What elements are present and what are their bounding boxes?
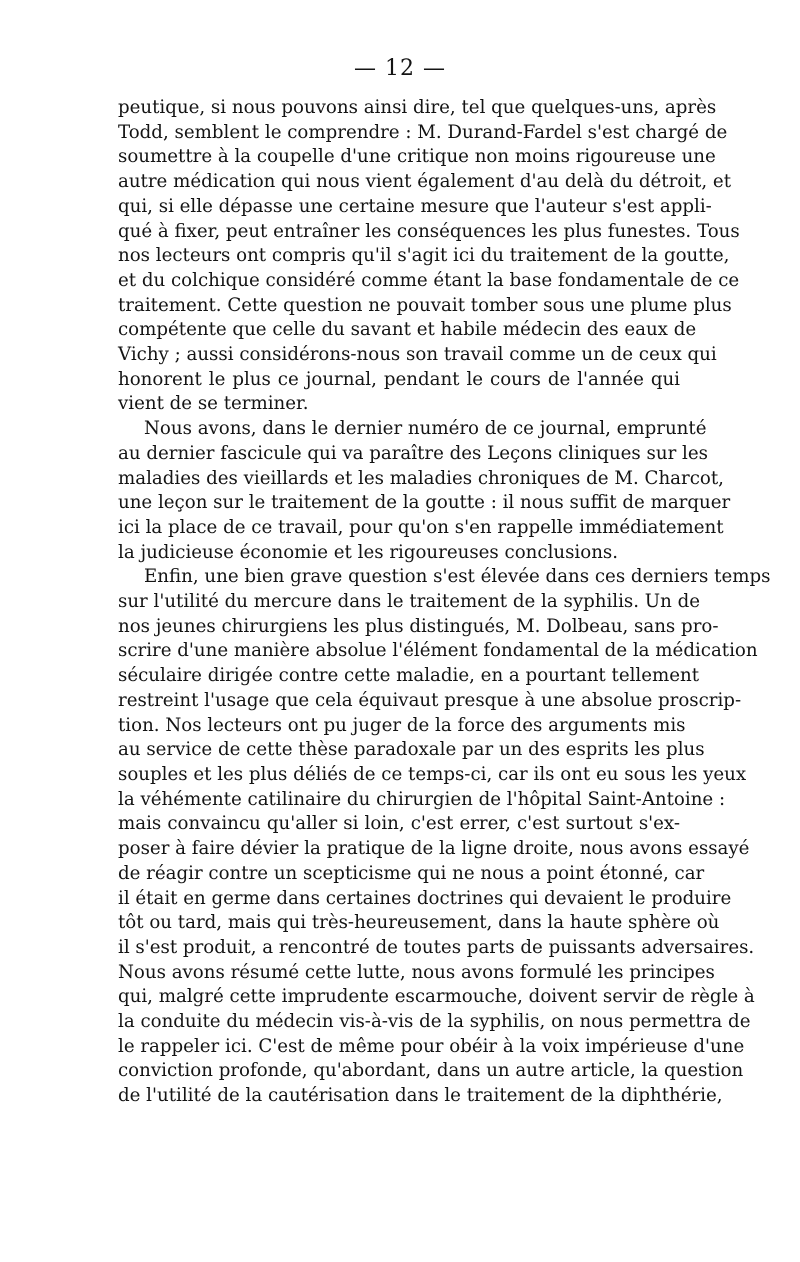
text-line: scrire d'une manière absolue l'élément fondamental de la médication — [118, 640, 758, 662]
text-line: Todd, semblent le comprendre : M. Durand-Fardel s'est chargé de — [118, 121, 728, 143]
text-line: le rappeler ici. C'est de même pour obéir à la voix impérieuse d'une — [118, 1035, 745, 1057]
page-number: — 12 — — [354, 56, 446, 81]
text-line: nos lecteurs ont compris qu'il s'agit ici du traitement de la goutte, — [118, 245, 730, 267]
text-line: Nous avons, dans le dernier numéro de ce journal, emprunté — [144, 418, 707, 440]
text-line: Enfin, une bien grave question s'est élevée dans ces derniers temps — [144, 566, 771, 588]
paragraph — [118, 96, 740, 417]
text-line: Vichy ; aussi considérons-nous son travail comme un de ceux qui — [118, 344, 717, 366]
text-line: Nous avons résumé cette lutte, nous avons formulé les principes — [118, 961, 715, 983]
text-line: souples et les plus déliés de ce temps-ci, car ils ont eu sous les yeux — [118, 763, 747, 785]
text-line: peutique, si nous pouvons ainsi dire, tel que quelques-uns, après — [118, 97, 717, 118]
text-line: qué à fixer, peut entraîner les conséquences les plus funestes. Tous — [118, 220, 740, 242]
text-line: tion. Nos lecteurs ont pu juger de la force des arguments mis — [118, 714, 686, 736]
text-line: conviction profonde, qu'abordant, dans un autre article, la question — [118, 1060, 744, 1082]
paragraph — [118, 565, 771, 1108]
text-line: compétente que celle du savant et habile médecin des eaux de — [118, 319, 697, 341]
text-line: ici la place de ce travail, pour qu'on s'en rappelle immédiatement — [118, 516, 724, 538]
text-line: autre médication qui nous vient également d'au delà du détroit, et — [118, 171, 732, 193]
text-line: qui, si elle dépasse une certaine mesure que l'auteur s'est appli- — [118, 195, 712, 217]
text-line: la véhémente catilinaire du chirurgien de l'hôpital Saint-Antoine : — [118, 788, 726, 810]
body-text — [118, 96, 771, 1109]
text-line: une leçon sur le traitement de la goutte : il nous suffit de marquer — [118, 492, 731, 514]
text-line: il s'est produit, a rencontré de toutes parts de puissants adversaires. — [118, 936, 755, 958]
text-line: la conduite du médecin vis-à-vis de la syphilis, on nous permettra de — [118, 1011, 751, 1033]
text-line: qui, malgré cette imprudente escarmouche, doivent servir de règle à — [118, 986, 755, 1008]
text-line: restreint l'usage que cela équivaut presque à une absolue proscrip- — [118, 689, 742, 711]
text-line: tôt ou tard, mais qui très-heureusement, dans la haute sphère où — [118, 912, 720, 934]
text-line: au dernier fascicule qui va paraître des Leçons cliniques sur les — [118, 442, 708, 464]
text-line: maladies des vieillards et les maladies chroniques de M. Charcot, — [118, 467, 724, 489]
text-line: de l'utilité de la cautérisation dans le traitement de la diphthérie, — [118, 1085, 723, 1107]
text-line: honorent le plus ce journal, pendant le cours de l'année qui — [118, 368, 680, 390]
text-line: il était en germe dans certaines doctrines qui devaient le produire — [118, 887, 732, 909]
text-line: mais convaincu qu'aller si loin, c'est errer, c'est surtout s'ex- — [118, 813, 680, 835]
text-line: traitement. Cette question ne pouvait tomber sous une plume plus — [118, 294, 732, 316]
text-line: poser à faire dévier la pratique de la ligne droite, nous avons essayé — [118, 838, 750, 860]
text-line: la judicieuse économie et les rigoureuses conclusions. — [118, 541, 619, 563]
text-line: soumettre à la coupelle d'une critique non moins rigoureuse une — [118, 146, 716, 168]
text-line: au service de cette thèse paradoxale par un des esprits les plus — [118, 739, 705, 761]
text-line: nos jeunes chirurgiens les plus distingués, M. Dolbeau, sans pro- — [118, 615, 719, 637]
text-line: et du colchique considéré comme étant la base fondamentale de ce — [118, 269, 740, 291]
text-line: vient de se terminer. — [118, 393, 309, 415]
text-line: de réagir contre un scepticisme qui ne nous a point étonné, car — [118, 862, 705, 884]
paragraph — [118, 417, 731, 565]
text-line: sur l'utilité du mercure dans le traitement de la syphilis. Un de — [118, 591, 701, 613]
text-line: séculaire dirigée contre cette maladie, en a pourtant tellement — [118, 665, 700, 687]
